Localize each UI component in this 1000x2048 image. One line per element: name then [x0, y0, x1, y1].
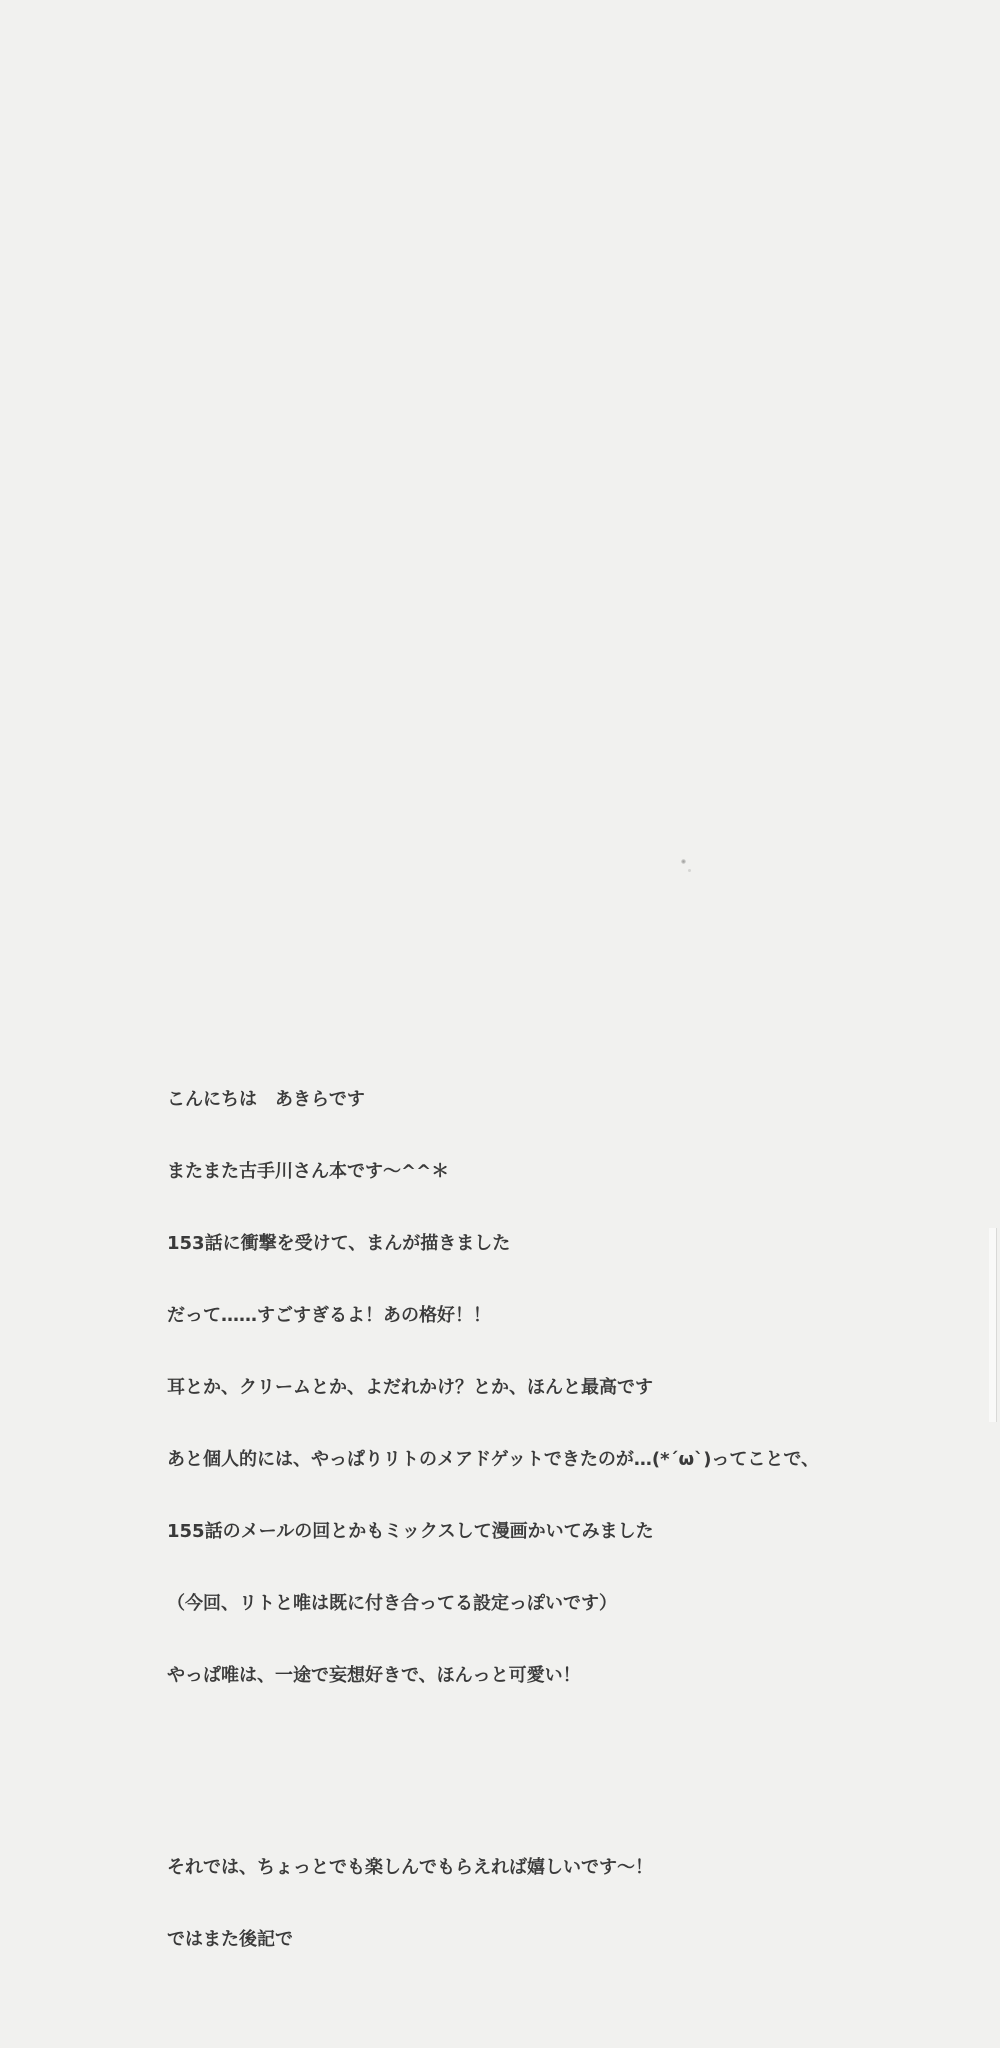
afterword-line: ではまた後記で: [167, 1929, 293, 1950]
scan-speck-small: [688, 869, 691, 872]
afterword-line: だって……すごすぎるよ！あの格好！！: [167, 1305, 491, 1326]
afterword-line: 155話のメールの回とかもミックスして漫画かいてみました: [167, 1521, 654, 1542]
afterword-line: またまた古手川さん本です～^^＊: [167, 1161, 450, 1182]
afterword-line: やっぱ唯は、一途で妄想好きで、ほんっと可愛い！: [167, 1665, 581, 1686]
afterword-text-block: [167, 992, 819, 2048]
afterword-line: こんにちは あきらです: [167, 1089, 365, 1110]
afterword-line: 153話に衝撃を受けて、まんが描きました: [167, 1233, 511, 1254]
afterword-line: （今回、リトと唯は既に付き合ってる設定っぽいです）: [167, 1593, 617, 1614]
scan-speck: [681, 859, 686, 864]
afterword-paragraph-1: [167, 1040, 819, 1736]
afterword-line: それでは、ちょっとでも楽しんでもらえれば嬉しいです～！: [167, 1857, 653, 1878]
page-edge-line: [996, 1228, 997, 1422]
afterword-paragraph-2: [167, 1808, 819, 2000]
afterword-line: あと個人的には、やっぱりリトのメアドゲットできたのが…(*´ω`)ってことで、: [167, 1449, 820, 1470]
afterword-line: 耳とか、クリームとか、よだれかけ？とか、ほんと最高です: [167, 1377, 653, 1398]
page-edge-highlight: [989, 1228, 996, 1422]
